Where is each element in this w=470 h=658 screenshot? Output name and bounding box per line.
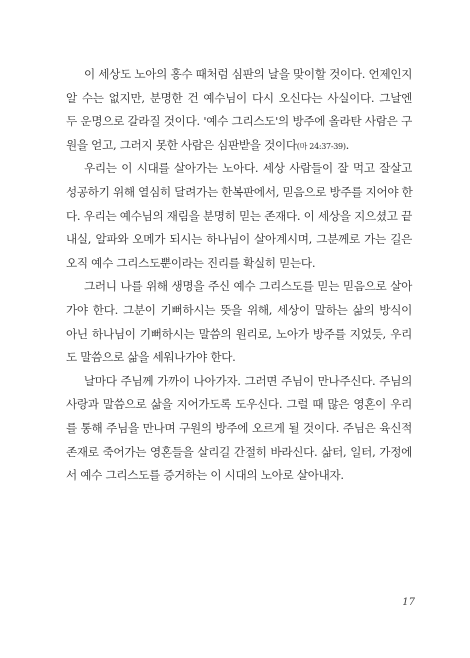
paragraph (66, 370, 412, 488)
text-line (66, 134, 412, 158)
text-line: 존재로 죽어가는 영혼들을 살리길 간절히 바라신다. 삶터, 일터, 가정에 (66, 444, 412, 459)
text-line: 날마다 주님께 가까이 나아가자. 그러면 주님이 만나주신다. 주님의 (84, 373, 412, 388)
text-line: 오직 예수 그리스도뿐이라는 진리를 확실히 믿는다. (66, 255, 316, 270)
text-line: 성공하기 위해 열심히 달려가는 한복판에서, 믿음으로 방주를 지어야 한 (66, 184, 413, 199)
text-line: 서 예수 그리스도를 증거하는 이 시대의 노아로 살아내자. (66, 468, 344, 483)
text-line: 다. 우리는 예수님의 재림을 분명히 믿는 존재다. 이 세상을 지으셨고 끝 (66, 208, 412, 223)
text-line: 사랑과 말씀으로 삶을 지어가도록 도우신다. 그럴 때 많은 영혼이 우리 (66, 397, 412, 412)
body-text (66, 63, 412, 488)
text-line: 이 세상도 노아의 홍수 때처럼 심판의 날을 맞이할 것이다. 언제인지 (84, 67, 413, 81)
scripture-reference: (마 24:37-39) (296, 141, 346, 151)
text-line: 내실, 알파와 오메가 되시는 하나님이 살아계시며, 그분께로 가는 길은 (66, 232, 412, 247)
text-segment: 원을 얻고, 그러지 못한 사람은 심판받을 것이다 (66, 137, 297, 152)
page-number: 17 (402, 597, 415, 608)
text-line: 그러니 나를 위해 생명을 주신 예수 그리스도를 믿는 믿음으로 살아 (84, 279, 412, 294)
text-line: 가야 한다. 그분이 기뻐하시는 뜻을 위해, 세상이 말하는 삶의 방식이 (66, 302, 412, 317)
text-line: 알 수는 없지만, 분명한 건 예수님이 다시 오신다는 사실이다. 그날엔 (66, 90, 412, 105)
text-line: 두 운명으로 갈라질 것이다. '예수 그리스도'의 방주에 올라탄 사람은 구 (66, 114, 412, 129)
text-line: 도 말씀으로 삶을 세워나가야 한다. (66, 350, 236, 365)
text-line: 아닌 하나님이 기뻐하시는 말씀의 원리로, 노아가 방주를 지었듯, 우리 (66, 326, 412, 341)
text-line: 우리는 이 시대를 살아가는 노아다. 세상 사람들이 잘 먹고 잘살고 (84, 161, 412, 176)
paragraph (66, 275, 412, 369)
text-line: 를 통해 주님을 만나며 구원의 방주에 오르게 될 것이다. 주님은 육신적 (66, 420, 412, 435)
text-segment: . (345, 137, 350, 152)
paragraph (66, 63, 412, 157)
paragraph (66, 157, 412, 275)
